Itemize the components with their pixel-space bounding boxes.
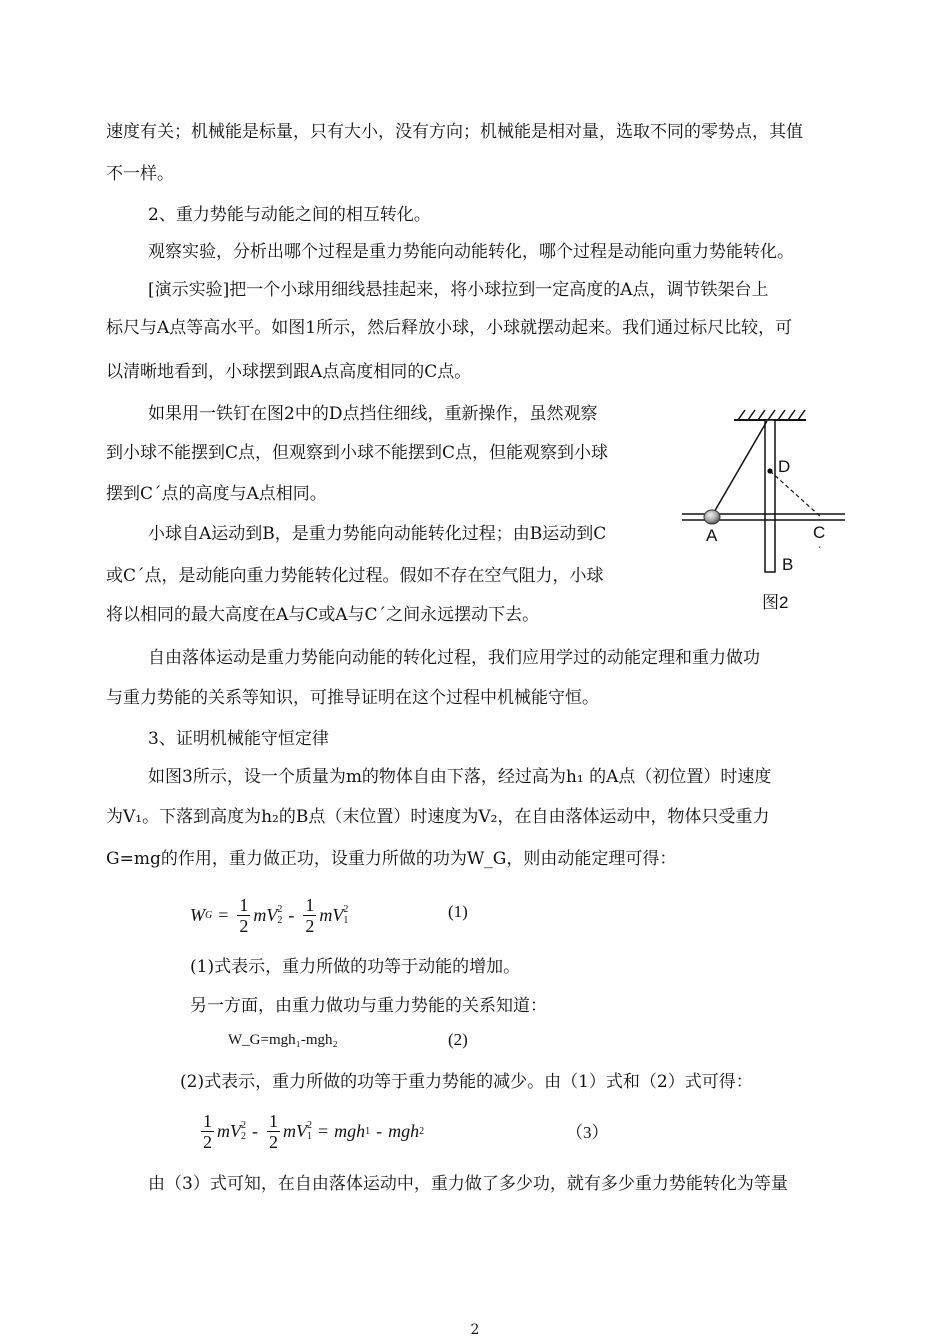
paragraph-eq2-meaning: (2)式表示，重力所做的功等于重力势能的减少。由（1）式和（2）式可得： bbox=[180, 1072, 753, 1092]
paragraph-nail-line1: 如果用一铁钉在图2中的D点挡住细线，重新操作，虽然观察 bbox=[148, 404, 598, 424]
paragraph-demo-line2: 标尺与A点等高水平。如图1所示，然后释放小球，小球就摆动起来。我们通过标尺比较，可 bbox=[106, 318, 793, 338]
paragraph-swing-line2: 或C΄点，是动能向重力势能转化过程。假如不存在空气阻力，小球 bbox=[106, 566, 604, 586]
paragraph-mechanical-energy-line2: 不一样。 bbox=[106, 164, 174, 184]
paragraph-proof-line3: G=mg的作用，重力做正功，设重力所做的功为W_G，则由动能定理可得： bbox=[106, 849, 677, 869]
ceiling-hatch bbox=[738, 410, 805, 420]
pendulum-string bbox=[713, 421, 767, 514]
paragraph-demo-line1: [演示实验]把一个小球用细线悬挂起来，将小球拉到一定高度的A点，调节铁架台上 bbox=[148, 280, 769, 300]
equation-3-label: （3） bbox=[566, 1123, 609, 1142]
eq1-equals: = bbox=[218, 904, 229, 925]
eq3-mgh2: mgh bbox=[388, 1120, 420, 1141]
paragraph-nail-line2: 到小球不能摆到C点，但观察到小球不能摆到C点，但能观察到小球 bbox=[106, 443, 609, 463]
paragraph-mechanical-energy-line1: 速度有关；机械能是标量，只有大小，没有方向；机械能是相对量，选取不同的零势点，其值 bbox=[106, 122, 803, 142]
section-heading-2: 2、重力势能与动能之间的相互转化。 bbox=[148, 205, 431, 225]
eq1-half-a: $\frac{1}{2}$ bbox=[239, 894, 249, 936]
eq3-minus-a: - bbox=[252, 1120, 258, 1141]
eq3-m-b: m bbox=[283, 1120, 296, 1141]
vertical-rod bbox=[765, 420, 775, 572]
eq3-half-b: $\frac{1}{2}$ bbox=[269, 1110, 278, 1152]
label-d: D bbox=[778, 457, 791, 476]
eq1-v1: V bbox=[332, 904, 344, 925]
paragraph-observe: 观察实验，分析出哪个过程是重力势能向动能转化，哪个过程是动能向重力势能转化。 bbox=[148, 242, 794, 262]
dashed-swing-path bbox=[770, 471, 822, 518]
eq1-g-sub: G bbox=[205, 909, 213, 921]
eq3-v2: V bbox=[230, 1120, 241, 1141]
eq3-minus-b: - bbox=[376, 1120, 383, 1141]
paragraph-eq1-meaning: (1)式表示，重力所做的功等于动能的增加。 bbox=[190, 957, 521, 977]
paragraph-free-fall-line1: 自由落体运动是重力势能向动能的转化过程，我们应用学过的动能定理和重力做功 bbox=[148, 648, 760, 668]
eq1-half-b: $\frac{1}{2}$ bbox=[305, 894, 315, 936]
equation-2-label: (2) bbox=[448, 1030, 468, 1049]
equation-1: W G = $\frac{1}{2}$ m V 2 2 - $\frac{1}{2}$ m V 2 1 bbox=[190, 894, 349, 936]
section-heading-3: 3、证明机械能守恒定律 bbox=[148, 729, 329, 749]
eq1-w: W bbox=[190, 904, 205, 925]
eq3-sub1: 1 bbox=[365, 1125, 371, 1137]
label-a: A bbox=[706, 526, 718, 545]
label-c: C bbox=[813, 523, 826, 542]
paragraph-nail-line3: 摆到C΄点的高度与A点相同。 bbox=[106, 484, 327, 504]
eq3-m-a: m bbox=[217, 1120, 230, 1141]
paragraph-other-hand: 另一方面，由重力做功与重力势能的关系知道： bbox=[190, 996, 547, 1016]
paragraph-proof-line1: 如图3所示，设一个质量为m的物体自由下落，经过高为h₁ 的A点（初位置）时速度 bbox=[148, 767, 772, 787]
eq3-half-a: $\frac{1}{2}$ bbox=[203, 1110, 212, 1152]
figure-2-pendulum-diagram bbox=[682, 404, 852, 619]
eq1-v2: V bbox=[266, 904, 278, 925]
paragraph-swing-line1: 小球自A运动到B，是重力势能向动能转化过程；由B运动到C bbox=[148, 524, 607, 544]
equation-3: $\frac{1}{2}$ m V 2 2 - $\frac{1}{2}$ m V 2 1 = mgh 1 - mgh 2 bbox=[203, 1110, 425, 1152]
page-number: 2 bbox=[470, 1322, 480, 1338]
paragraph-free-fall-line2: 与重力势能的关系等知识，可推导证明在这个过程中机械能守恒。 bbox=[106, 688, 599, 708]
eq3-sub2: 2 bbox=[419, 1125, 425, 1137]
paragraph-proof-line2: 为V₁。下落到高度为h₂的B点（末位置）时速度为V₂，在自由落体运动中，物体只受重力 bbox=[106, 807, 770, 827]
equation-1-label: (1) bbox=[448, 902, 468, 921]
eq3-mgh1: mgh bbox=[334, 1120, 366, 1141]
paragraph-conclusion: 由（3）式可知，在自由落体运动中，重力做了多少功，就有多少重力势能转化为等量 bbox=[148, 1174, 788, 1194]
paragraph-demo-line3: 以清晰地看到，小球摆到跟A点高度相同的C点。 bbox=[106, 362, 472, 382]
pendulum-ball bbox=[704, 510, 720, 524]
equation-2: W_G=mgh₁-mgh₂ bbox=[228, 1032, 338, 1048]
eq3-v1: V bbox=[296, 1120, 307, 1141]
eq1-minus: - bbox=[288, 904, 295, 925]
figure-caption: 图2 bbox=[762, 593, 789, 612]
label-c-prime-mark: ΄ bbox=[818, 546, 822, 557]
eq1-m-a: m bbox=[253, 904, 267, 925]
nail-point-d bbox=[767, 468, 772, 473]
eq3-equals: = bbox=[318, 1120, 329, 1141]
eq1-m-b: m bbox=[319, 904, 333, 925]
label-b: B bbox=[782, 555, 794, 574]
paragraph-swing-line3: 将以相同的最大高度在A与C或A与C΄之间永远摆动下去。 bbox=[106, 605, 540, 625]
